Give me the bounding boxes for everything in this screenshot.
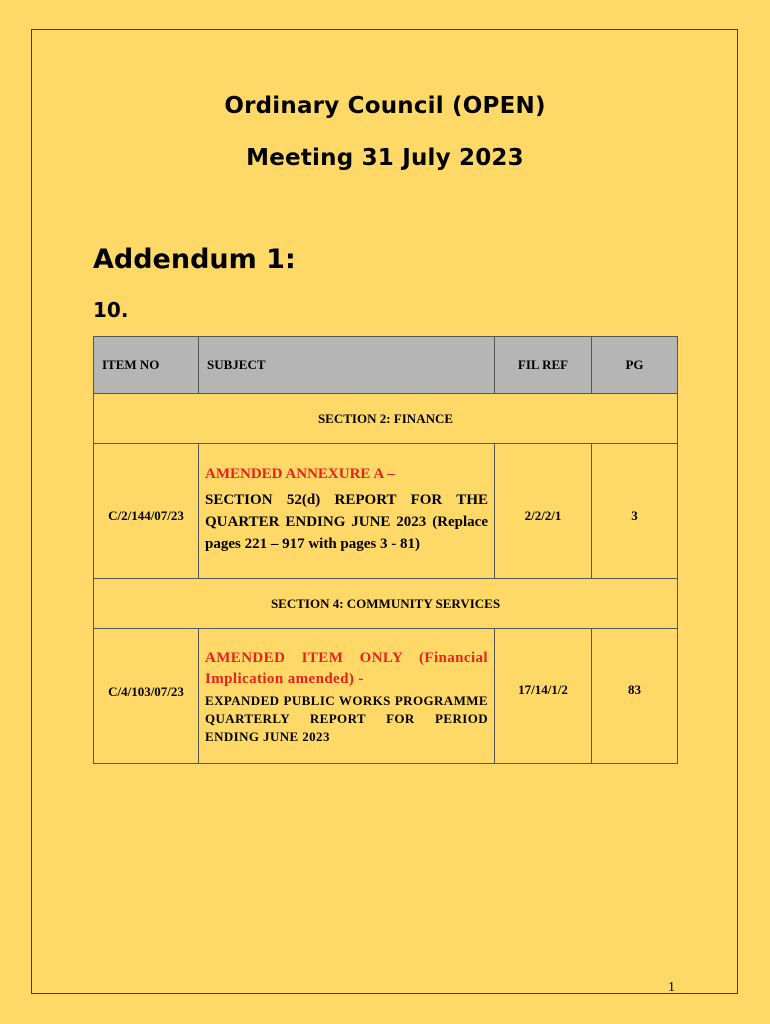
page-cell: 83 <box>592 629 678 764</box>
column-header-item-no: ITEM NO <box>94 337 199 394</box>
section-row-community-services <box>94 579 678 629</box>
subject-cell <box>199 444 495 579</box>
item-no-cell: C/4/103/07/23 <box>94 629 199 764</box>
amendment-note: AMENDED ANNEXURE A – <box>205 466 395 482</box>
item-number: 10. <box>93 298 129 322</box>
subject-text: SECTION 52(d) REPORT FOR THE QUARTER ENDING JUNE 2023 (Replace pages 221 – 917 with pages 3 - 81) <box>205 492 488 552</box>
table-row <box>94 444 678 579</box>
section-title: SECTION 4: COMMUNITY SERVICES <box>94 579 678 629</box>
addendum-heading: Addendum 1: <box>93 244 296 275</box>
agenda-table <box>93 336 678 764</box>
section-title: SECTION 2: FINANCE <box>94 394 678 444</box>
amendment-note: AMENDED ITEM ONLY (Financial Implication amended) - <box>205 650 488 687</box>
section-row-finance <box>94 394 678 444</box>
page-number: 1 <box>668 980 675 995</box>
table-row <box>94 629 678 764</box>
subject-cell <box>199 629 495 764</box>
file-ref-cell: 17/14/1/2 <box>495 629 592 764</box>
column-header-file-ref: FIL REF <box>495 337 592 394</box>
column-header-page: PG <box>592 337 678 394</box>
subject-text: EXPANDED PUBLIC WORKS PROGRAMME QUARTERLY REPORT FOR PERIOD ENDING JUNE 2023 <box>205 693 488 744</box>
file-ref-cell: 2/2/2/1 <box>495 444 592 579</box>
meeting-title: Ordinary Council (OPEN) <box>224 93 546 119</box>
item-no-cell: C/2/144/07/23 <box>94 444 199 579</box>
table-header-row <box>94 337 678 394</box>
column-header-subject: SUBJECT <box>199 337 495 394</box>
meeting-date: Meeting 31 July 2023 <box>246 145 524 171</box>
page-cell: 3 <box>592 444 678 579</box>
